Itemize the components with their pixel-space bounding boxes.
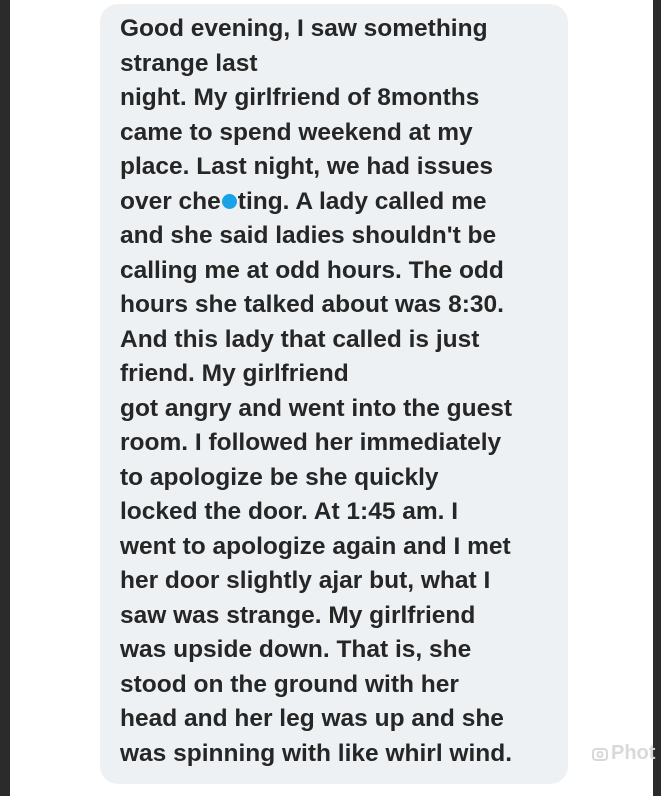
message-bubble <box>100 4 568 784</box>
message-line: went to apologize again and I met <box>120 532 511 560</box>
message-line: calling me at odd hours. The odd <box>120 256 504 284</box>
message-line: her door slightly ajar but, what I <box>120 567 491 594</box>
message-line: strange last <box>120 49 258 77</box>
right-edge-bar <box>653 0 661 796</box>
photo-app-icon <box>592 746 608 762</box>
message-line: night. My girlfriend of 8months <box>120 84 480 111</box>
message-line: and she said ladies shouldn't be <box>120 222 497 249</box>
message-line: saw was strange. My girlfriend <box>120 601 476 629</box>
message-line: was upside down. That is, she <box>120 636 472 663</box>
left-edge-bar <box>0 0 10 796</box>
message-line: was spinning with like whirl wind. <box>120 739 513 767</box>
message-line: place. Last night, we had issues <box>120 153 494 180</box>
message-line: And this lady that called is just <box>120 325 480 353</box>
watermark-text: Phot <box>611 742 656 764</box>
message-line: head and her leg was up and she <box>120 705 504 732</box>
message-line <box>120 185 554 220</box>
message-line: hours she talked about was 8:30. <box>120 291 504 318</box>
message-line: friend. My girlfriend <box>120 360 349 387</box>
photo-watermark <box>592 742 655 765</box>
message-line: got angry and went into the guest <box>120 394 512 422</box>
message-line: room. I followed her immediately <box>120 429 502 456</box>
blue-dot-marker <box>222 194 237 209</box>
message-line: Good evening, I saw something <box>120 15 488 42</box>
message-line: stood on the ground with her <box>120 670 459 698</box>
message-line: came to spend weekend at my <box>120 118 473 146</box>
message-line: locked the door. At 1:45 am. I <box>120 498 459 525</box>
message-line-part: over che <box>120 187 221 215</box>
message-line-part: ting. A lady called me <box>237 187 487 215</box>
message-line: to apologize be she quickly <box>120 463 439 491</box>
